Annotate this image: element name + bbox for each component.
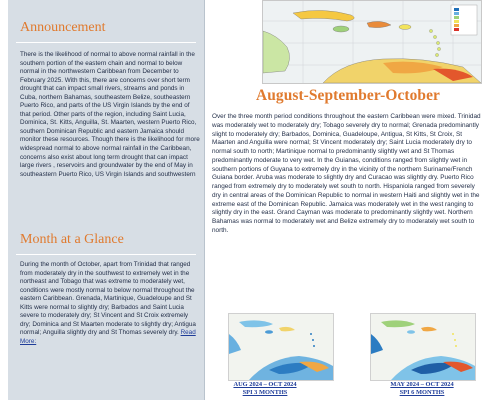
announcement-divider [16, 42, 196, 43]
spi-3-month-caption-date: AUG 2024 – OCT 2024 [233, 381, 297, 388]
announcement-text: There is the likelihood of normal to above normal rainfall in the southern portion of the eastern chain and normal to below normal in the northwestern Caribbean from December to February 2025. With this, there are concerns over short term drought that can impact small rivers, streams and ponds in Cuba, northern Bahamas, southeastern Belize, southeastern Puerto Rico, and parts of the US Virgin Islands by the end of that period. Other parts of the region, including Saint Lucia, Dominica, St. Kitts, Anguilla, St. Maarten, western Puerto Rico, southern Dominican Republic and eastern Jamaica should monitor these resources. Though there is the likelihood for more widespread normal to above normal rainfall in the Caribbean, concerns also exist about long term drought that can impact large rivers , reservoirs and groundwater by the end of May in southeastern Puerto Rico, US Virgin Islands and southwestern [20, 51, 200, 178]
spi-3-month-map [228, 313, 334, 381]
spi-6-month-map [370, 313, 476, 381]
spi-3-month-caption [200, 381, 330, 396]
spi-3-month-caption-label: SPI 3 MONTHS [242, 388, 288, 396]
month-at-a-glance-divider [16, 254, 196, 255]
spi-6-month-caption-label: SPI 6 MONTHS [399, 388, 445, 396]
month-at-a-glance-title: Month at a Glance [20, 232, 124, 247]
spi-6-month-caption-date: MAY 2024 – OCT 2024 [390, 381, 454, 388]
spi-3-month-map-graphic [229, 314, 333, 380]
main-body-text: Over the three month period conditions throughout the eastern Caribbean were mixed. Trinidad was moderately wet to moderately dry; Tobago severely dry to normal; Grenada predominantly slight to moderately dry; Barbados, Dominica, Guadeloupe, Antigua, St Kitts, St Croix, St Maarten and Anguilla were normal; St Vincent moderately dry; Saint Lucia moderately dry to normal south to north; Martinique normal to predominantly slightly wet and St Thomas predominantly moderate to very wet. In the Guianas, conditions ranged from slightly wet in southern portions of Guyana to extremely dry in the vicinity of the northern Suriname/French Guiana border. Aruba was moderate to slightly dry and Curacao was slightly dry. Puerto Rico ranged from extremely dry to moderately wet south to north. Hispaniola ranged from severely dry in central areas of the Dominican Republic to normal in western Haiti and slightly wet in the extreme east of the Dominican Republic. Jamaica was moderately wet in the west ranging to slightly dry in the east. Grand Cayman was moderate to predominantly slightly wet. Northern Bahamas was normal to moderately wet and Belize extremely dry to moderately wet south to north. [212, 113, 481, 234]
read-more-link[interactable]: Read More: [20, 329, 196, 345]
spi-6-month-map-graphic [371, 314, 475, 380]
spi-6-month-caption [357, 381, 487, 396]
announcement-title: Announcement [20, 20, 106, 35]
sidebar [8, 0, 205, 400]
month-at-a-glance-body: During the month of October, apart from Trinidad that ranged from moderately dry in the southwest to extremely wet in the northeast and Tobago that was extreme to moderately wet, conditions were mostly normal to below normal throughout the eastern Caribbean. Grenada, Martinique, Guadeloupe and St Kitts were normal to slightly dry; Barbados and Saint Lucia severe to moderately dry; St Vincent and St Croix extremely dry; Dominica and St Maarten moderate to slightly dry; Antigua normal; Anguilla slightly dry and St Thomas severely dry. [20, 261, 196, 337]
main-heading: August-September-October [256, 87, 440, 104]
month-at-a-glance-text [20, 261, 200, 346]
caribbean-map-graphic [263, 1, 481, 83]
caribbean-map-image [262, 0, 482, 84]
